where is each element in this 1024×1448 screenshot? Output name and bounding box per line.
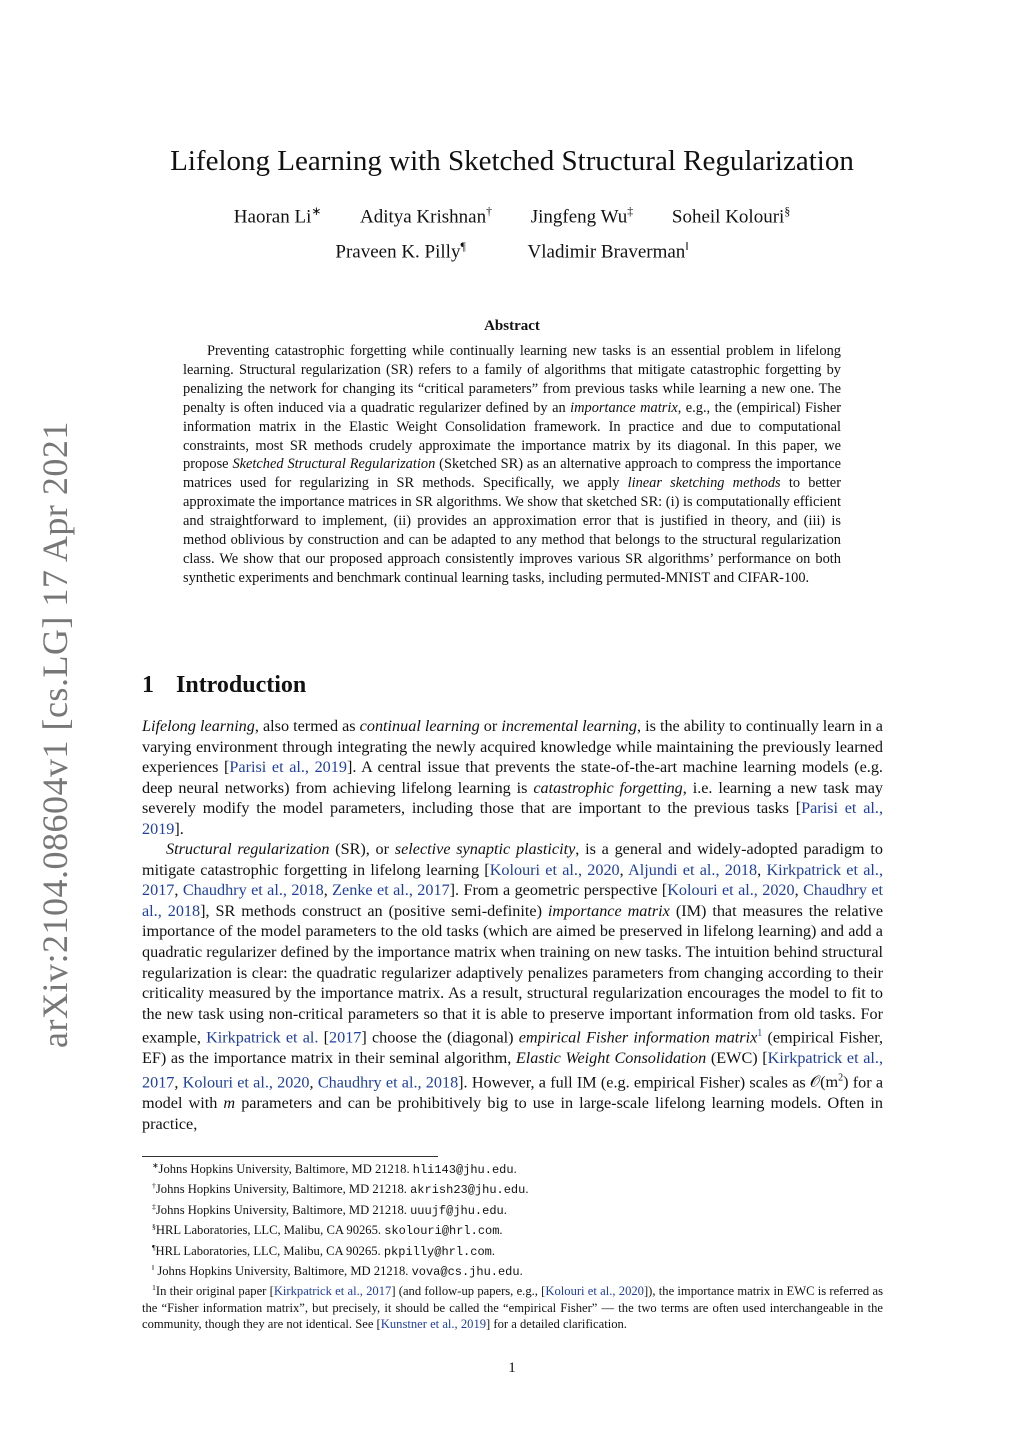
citation-link[interactable]: Chaudhry et al., 2018 (317, 1073, 459, 1092)
author: Vladimir Braverman‖ (527, 240, 689, 263)
abstract-heading: Abstract (484, 318, 540, 334)
citation-link[interactable]: Zenke et al., 2017 (332, 881, 450, 900)
abstract-body: Preventing catastrophic forgetting while continually learning new tasks is an essential problem in lifelong learning. Structural regularization (SR) refers to a family of algorithms that mitigate catastrophic forgetting by penalizing the network for changing its “critical parameters” from previous tasks while learning a new one. The penalty is often induced via a quadratic regularizer defined by an importance matrix, e.g., the (empirical) Fisher information matrix in the Elastic Weight Consolidation framework. In practice and due to computational constraints, most SR methods crudely approximate the importance matrix by its diagonal. In this paper, we propose Sketched Structural Regularization (Sketched SR) as an alternative approach to compress the importance matrices used for regularizing in SR methods. Specifically, we apply linear sketching methods to better approximate the importance matrices in SR algorithms. We show that sketched SR: (i) is computationally efficient and straightforward to implement, (ii) provides an approximation error that is justified in theory, and (iii) is method oblivious by construction and can be adapted to any method that belongs to the structural regularization class. We show that our proposed approach consistently improves various SR algorithms’ performance on both synthetic experiments and benchmark continual learning tasks, including permuted-MNIST and CIFAR-100. (183, 343, 842, 586)
paper-title: Lifelong Learning with Sketched Structural Regularization (170, 145, 854, 177)
intro-paragraph-1: Lifelong learning, also termed as continual learning or incremental learning, is the ability to continually learn in a varying environment through integrating the newly acquired knowledge while maintaining the previously learned experiences [Parisi et al., 2019]. A central issue that prevents the state-of-the-art machine learning models (e.g. deep neural networks) from achieving lifelong learning is catastrophic forgetting, i.e. learning a new task may severely modify the model parameters, including those that are important to the previous tasks [Parisi et al., 2019]. (142, 717, 883, 838)
math-big-o: $𝒪(m^2)$ (809, 1072, 849, 1092)
citation-link[interactable]: Aljundi et al., 2018 (628, 860, 758, 879)
citation-link[interactable]: Parisi et al., 2019 (142, 799, 883, 838)
citation-link[interactable]: Kolouri et al., 2020 (667, 881, 795, 900)
footnote-divider (142, 1156, 438, 1157)
email-address: hli143@jhu.edu (412, 1163, 514, 1178)
citation-link[interactable]: Kirkpatrick et al., 2017 (142, 1049, 883, 1092)
footnote-1: $^1$In their original paper [Kirkpatrick et al., 2017] (and follow-up papers, e.g., [Kolouri et al., 2020]), the importance matrix in EWC is referred as the “Fisher information matrix”, but precisely, it should be called the “empirical Fisher” — the two terms are often used interchangeable in the community, though they are not identical. See [Kunstner et al., 2019] for a detailed clarification. (142, 1283, 883, 1331)
citation-link[interactable]: Kirkpatrick et al. (206, 1028, 319, 1047)
author: Soheil Kolouri§ (671, 205, 791, 228)
citation-link[interactable]: Chaudhry et al., 2018 (182, 881, 324, 900)
citation-link[interactable]: Kirkpatrick et al., 2017 (142, 860, 884, 900)
arxiv-identifier: arXiv:2104.08604v1 [cs.LG] 17 Apr 2021 (35, 421, 75, 1048)
footnote: ¶HRL Laboratories, LLC, Malibu, CA 90265. pkpilly@hrl.com. (152, 1242, 496, 1259)
footnote: †Johns Hopkins University, Baltimore, MD 21218. akrish23@jhu.edu. (152, 1181, 529, 1198)
footnote: ‖ Johns Hopkins University, Baltimore, MD 21218. vova@cs.jhu.edu. (152, 1262, 523, 1280)
footnote: ∗Johns Hopkins University, Baltimore, MD 21218. hli143@jhu.edu. (152, 1161, 517, 1178)
author-line-1 (0, 204, 1024, 228)
page-number: 1 (508, 1360, 516, 1376)
intro-paragraph-2: Structural regularization (SR), or selective synaptic plasticity, is a general and widely-adopted paradigm to mitigate catastrophic forgetting in lifelong learning [Kolouri et al., 2020, Aljundi et al., 2018, Kirkpatrick et al., 2017, Chaudhry et al., 2018, Zenke et al., 2017]. From a geometric perspective [Kolouri et al., 2020, Chaudhry et al., 2018], SR methods construct an (positive semi-definite) importance matrix (IM) that measures the relative importance of the model parameters to the old tasks (which are aimed be preserved in lifelong learning) and add a quadratic regularizer defined by the importance matrix when training on new tasks. The intuition behind structural regularization is clear: the quadratic regularizer adaptively penalizes parameters from changing according to their criticality measured by the importance matrix. As a result, structural regularization encourages the model to fit to the new task using non-critical parameters so that it is able to preserve important information from old tasks. For example, Kirkpatrick et al. [2017] choose the (diagonal) empirical Fisher information matrix$^1$ (empirical Fisher, EF) as the importance matrix in their seminal algorithm, Elastic Weight Consolidation (EWC) [Kirkpatrick et al., 2017, Kolouri et al., 2020, Chaudhry et al., 2018]. However, a full IM (e.g. empirical Fisher) scales as $𝒪(m^2)$ for a model with m parameters and can be prohibitively big to use in large-scale lifelong learning models. Often in practice, (142, 840, 884, 1133)
citation-link[interactable]: 2017 (329, 1028, 362, 1047)
citation-link[interactable]: Kunstner et al., 2019 (380, 1316, 487, 1331)
footnote-marker[interactable]: 1 (757, 1028, 763, 1040)
citation-link[interactable]: Kolouri et al., 2020 (182, 1073, 310, 1092)
email-address: akrish23@jhu.edu (410, 1183, 526, 1198)
email-address: uuujf@jhu.edu (410, 1203, 504, 1218)
author-line-2 (0, 240, 1024, 263)
email-address: vova@cs.jhu.edu (411, 1265, 520, 1280)
author: Praveen K. Pilly¶ (335, 240, 466, 263)
citation-link[interactable]: Parisi et al., 2019 (229, 758, 347, 777)
author: Aditya Krishnan† (359, 205, 492, 228)
footnote: §HRL Laboratories, LLC, Malibu, CA 90265. skolouri@hrl.com. (152, 1222, 503, 1239)
email-address: pkpilly@hrl.com (383, 1244, 492, 1259)
author: Haoran Li∗ (233, 205, 322, 228)
footnote: ‡Johns Hopkins University, Baltimore, MD 21218. uuujf@jhu.edu. (152, 1201, 507, 1218)
section-heading: 1 Introduction (142, 672, 307, 698)
citation-link[interactable]: Kolouri et al., 2020 (489, 860, 620, 879)
email-address: skolouri@hrl.com (384, 1224, 500, 1239)
author: Jingfeng Wu‡ (530, 205, 634, 228)
citation-link[interactable]: Kirkpatrick et al., 2017 (273, 1284, 392, 1299)
citation-link[interactable]: Kolouri et al., 2020 (545, 1284, 644, 1299)
footnotes (142, 1158, 883, 1332)
citation-link[interactable]: Chaudhry et al., 2018 (142, 881, 884, 920)
